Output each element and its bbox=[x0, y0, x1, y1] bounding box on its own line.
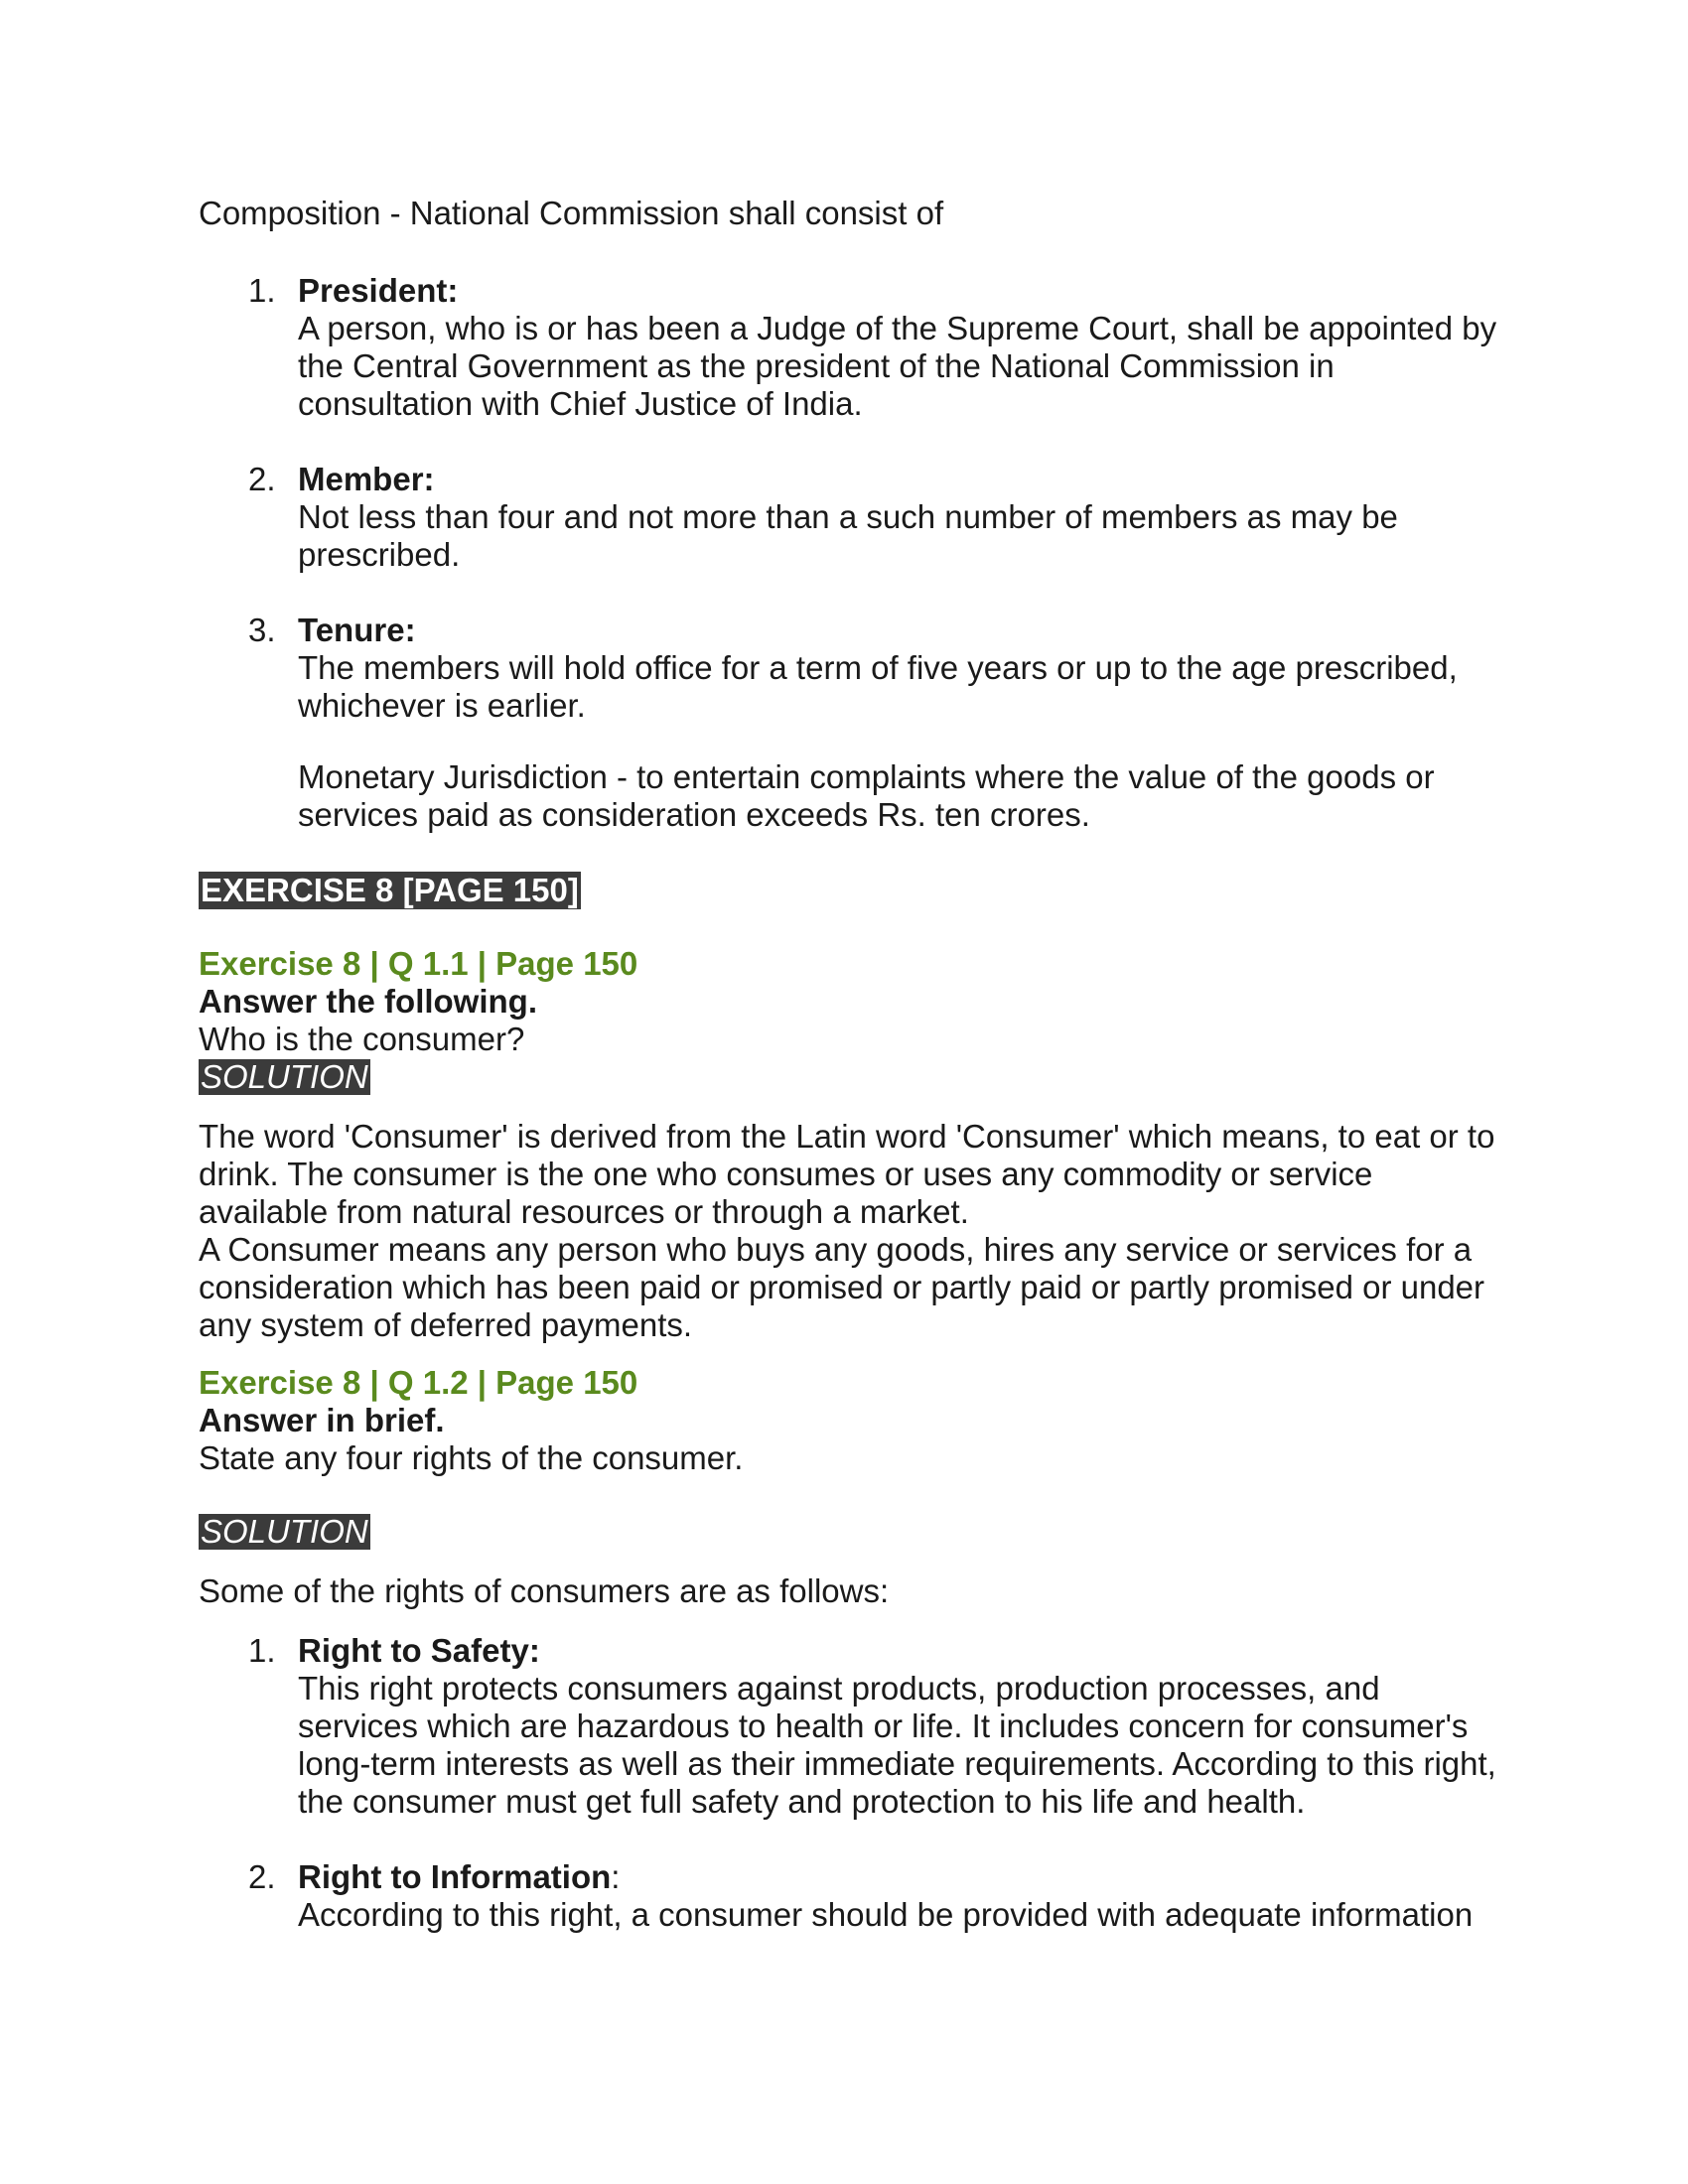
list-item-right-to-information bbox=[199, 1858, 1499, 1934]
composition-list bbox=[199, 272, 1499, 725]
item-text: A person, who is or has been a Judge of the Supreme Court, shall be appointed by the Central Government as the president of the National Commission in consultation with Chief Justice of India. bbox=[298, 310, 1497, 422]
list-marker: 2. bbox=[248, 1858, 276, 1895]
list-item-right-to-safety bbox=[199, 1632, 1499, 1821]
list-item-tenure bbox=[199, 612, 1499, 725]
question-type: Answer the following. bbox=[199, 983, 538, 1020]
item-title: Tenure: bbox=[298, 612, 416, 648]
list-item-president bbox=[199, 272, 1499, 423]
item-title: Right to Information bbox=[298, 1858, 612, 1895]
question-text: Who is the consumer? bbox=[199, 1021, 525, 1057]
solution-label-wrap bbox=[199, 1513, 1499, 1551]
list-marker: 1. bbox=[248, 1632, 276, 1669]
answer-paragraph: The word 'Consumer' is derived from the Latin word 'Consumer' which means, to eat or to drink. The consumer is the one who consumes or uses any commodity or service available from natural resources or through a market. bbox=[199, 1118, 1495, 1230]
exercise-heading: EXERCISE 8 [PAGE 150] bbox=[201, 872, 579, 908]
question-type: Answer in brief. bbox=[199, 1402, 445, 1438]
item-title: President: bbox=[298, 272, 459, 309]
exercise-heading-wrap bbox=[199, 834, 1499, 909]
item-title: Right to Safety: bbox=[298, 1632, 540, 1669]
question-reference[interactable]: Exercise 8 | Q 1.1 | Page 150 bbox=[199, 945, 638, 982]
question-reference[interactable]: Exercise 8 | Q 1.2 | Page 150 bbox=[199, 1364, 638, 1401]
solution-label: SOLUTION bbox=[201, 1058, 368, 1095]
solution-label: SOLUTION bbox=[201, 1513, 368, 1550]
question-text: State any four rights of the consumer. bbox=[199, 1439, 744, 1476]
document-page bbox=[199, 195, 1499, 1972]
list-marker: 3. bbox=[248, 612, 276, 648]
item-text: The members will hold office for a term of five years or up to the age prescribed, whichever is earlier. bbox=[298, 649, 1458, 724]
monetary-jurisdiction: Monetary Jurisdiction - to entertain complaints where the value of the goods or services paid as consideration exceeds Rs. ten crores. bbox=[298, 758, 1435, 833]
item-title-suffix: : bbox=[611, 1858, 621, 1895]
answer-intro: Some of the rights of consumers are as follows: bbox=[199, 1572, 890, 1609]
item-text: Not less than four and not more than a such number of members as may be prescribed. bbox=[298, 498, 1398, 573]
question-block-1-2 bbox=[199, 1364, 1499, 1934]
question-block-1-1 bbox=[199, 945, 1499, 1344]
list-item-member bbox=[199, 461, 1499, 574]
item-text: According to this right, a consumer should be provided with adequate information bbox=[298, 1896, 1474, 1933]
list-marker: 1. bbox=[248, 272, 276, 309]
answer-paragraph: A Consumer means any person who buys any goods, hires any service or services for a consideration which has been paid or promised or partly paid or partly promised or under any system of deferred payments. bbox=[199, 1231, 1485, 1343]
list-marker: 2. bbox=[248, 461, 276, 497]
composition-intro: Composition - National Commission shall consist of bbox=[199, 195, 944, 231]
item-text: This right protects consumers against products, production processes, and services which are hazardous to health or life. It includes concern for consumer's long-term interests as well as their immediate requirements. According to this right, the consumer must get full safety and protection to his life and health. bbox=[298, 1670, 1496, 1820]
rights-list bbox=[199, 1632, 1499, 1934]
item-title: Member: bbox=[298, 461, 435, 497]
